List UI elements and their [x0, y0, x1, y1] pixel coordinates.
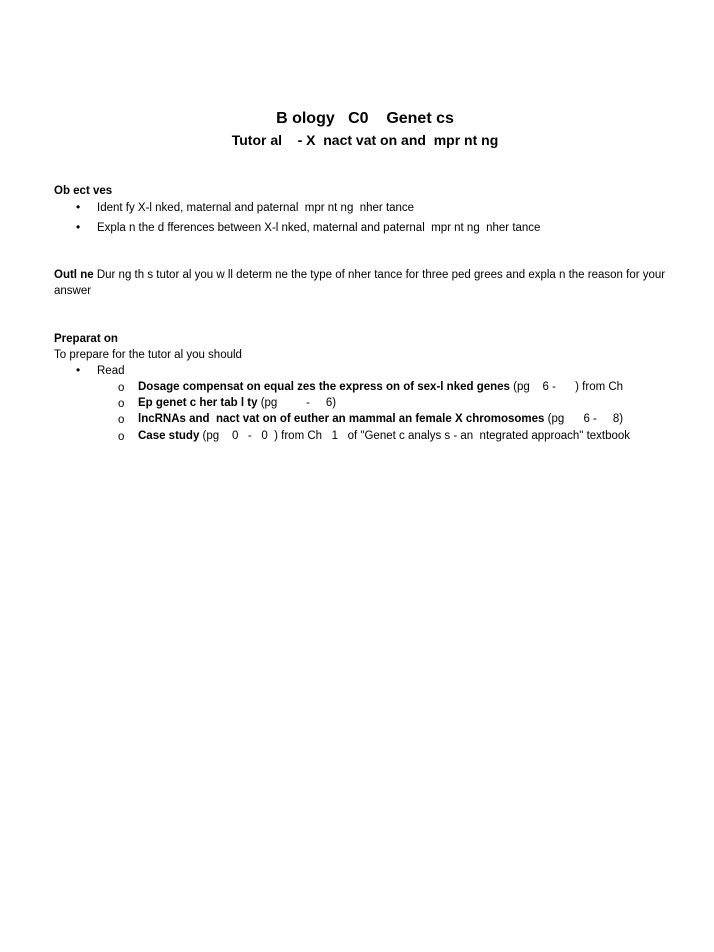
reading-item-title: lncRNAs and nact vat on of euther an mammal an female X chromosomes — [138, 413, 545, 425]
sub-bullet-marker: o — [118, 398, 125, 410]
sub-bullet-marker: o — [118, 431, 125, 443]
reading-item — [138, 412, 623, 426]
document-subtitle: Tutor al - X nact vat on and mpr nt ng — [231, 132, 499, 148]
outline-text: Dur ng th s tutor al you w ll determ ne the type of nher tance for three ped grees and expla n the reason for your answer — [54, 269, 666, 297]
reading-item-pages: (pg 0 - 0 ) from Ch 1 of "Genet c analys s - an ntegrated approach" textbook — [199, 430, 631, 442]
reading-item — [138, 396, 336, 410]
bullet-marker: • — [76, 363, 81, 377]
reading-item-title: Ep genet c her tab l ty — [138, 397, 258, 409]
bullet-marker: • — [76, 220, 81, 234]
outline-heading: Outl ne — [54, 269, 94, 281]
objective-item: Expla n the d fferences between X-l nked, maternal and paternal mpr nt ng nher tance — [97, 222, 541, 234]
reading-item-pages: (pg 6 - ) from Ch — [509, 381, 624, 393]
sub-bullet-marker: o — [118, 414, 125, 426]
outline-paragraph — [54, 267, 674, 299]
preparation-intro: To prepare for the tutor al you should — [54, 349, 242, 361]
reading-item-title: Case study — [138, 430, 200, 442]
preparation-heading: Preparat on — [54, 333, 118, 345]
reading-item — [138, 429, 630, 443]
read-label: Read — [97, 365, 125, 377]
reading-item-title: Dosage compensat on equal zes the express on of sex-l nked genes — [138, 381, 510, 393]
objective-item: Ident fy X-l nked, maternal and paternal mpr nt ng nher tance — [97, 202, 415, 214]
bullet-marker: • — [76, 200, 81, 214]
reading-item-pages: (pg 6 - 8) — [544, 413, 624, 425]
sub-bullet-marker: o — [118, 382, 125, 394]
reading-item — [138, 380, 623, 394]
document-title: B ology C0 Genet cs — [276, 110, 454, 127]
objectives-heading: Ob ect ves — [54, 185, 113, 197]
reading-item-pages: (pg - 6) — [257, 397, 337, 409]
